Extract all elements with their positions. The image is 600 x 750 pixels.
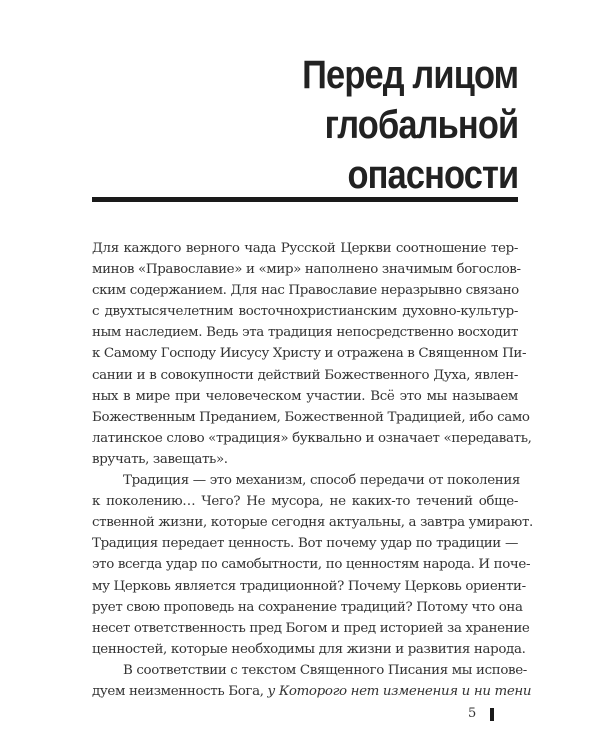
text-line: латинское слово «традиция» буквально и означает «передавать,: [92, 430, 532, 446]
title-line: Перед лицом: [301, 53, 518, 97]
text-line: сании и в совокупности действий Божественного Духа, явлен-: [92, 367, 518, 383]
text-line: Божественным Преданием, Божественной Традицией, ибо само: [92, 409, 530, 425]
text-line: [92, 681, 532, 702]
text-line: несет ответственность пред Богом и пред историей за хранение: [92, 620, 530, 636]
italic-quote: у Которого нет изменения и ни тени: [267, 683, 532, 699]
text-line: ным наследием. Ведь эта традиция непосредственно восходит: [92, 325, 518, 341]
text-line: ским содержанием. Для нас Православие неразрывно связано: [92, 283, 519, 299]
paragraph: [92, 470, 533, 660]
paragraph: [92, 238, 532, 470]
text-line: В соответствии с текстом Священного Писания мы испове-: [123, 662, 527, 678]
text-line: с двухтысячелетним восточнохристианским духовно-культур-: [92, 304, 518, 320]
title-line: глобальной: [324, 103, 518, 147]
text-line: к поколению… Чего? Не мусора, не каких-то течений обще-: [92, 494, 518, 510]
text-line: Традиция передает ценность. Вот почему удар по традиции —: [92, 536, 518, 552]
text-span: дуем неизменность Бога,: [92, 683, 268, 699]
text-line: рует свою проповедь на сохранение традиций? Потому что она: [92, 599, 523, 615]
page-number: 5: [468, 706, 477, 721]
text-line: ценностей, которые необходимы для жизни и развития народа.: [92, 641, 526, 657]
chapter-title: [302, 50, 518, 200]
page-marker: [490, 708, 494, 721]
text-line: минов «Православие» и «мир» наполнено значимым богослов-: [92, 262, 521, 278]
text-line: Для каждого верного чада Русской Церкви соотношение тер-: [92, 241, 518, 256]
text-line: ственной жизни, которые сегодня актуальны, а завтра умирают.: [92, 515, 533, 531]
body-text: [92, 238, 533, 702]
title-divider: [92, 197, 518, 202]
paragraph: [92, 660, 532, 702]
text-line: вручать, завещать».: [92, 451, 228, 467]
title-line: опасности: [347, 153, 518, 197]
text-line: Традиция — это механизм, способ передачи от поколения: [123, 473, 521, 489]
text-line: му Церковь является традиционной? Почему Церковь ориенти-: [92, 578, 526, 594]
text-line: это всегда удар по самобытности, по ценностям народа. И поче-: [92, 557, 531, 573]
text-line: ных в мире при человеческом участии. Всё это мы называем: [92, 388, 518, 404]
text-line: к Самому Господу Иисусу Христу и отражена в Священном Пи-: [92, 346, 527, 362]
